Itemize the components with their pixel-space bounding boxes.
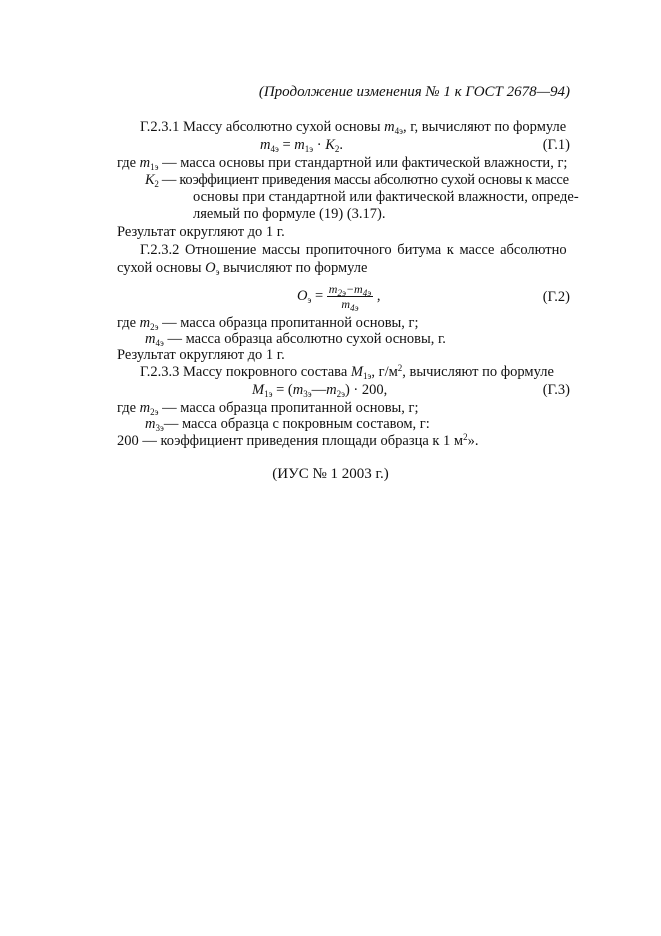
formula-number-g3: (Г.3) bbox=[542, 382, 570, 398]
paragraph-g233: Г.2.3.3 Массу покровного состава $M_{1э}$, $г/м^2$, вычисляют по формуле bbox=[140, 363, 554, 381]
where-m2-2: где $m_{2э}$ — масса образца пропитанной основы, г; bbox=[117, 400, 419, 417]
page-header: (Продолжение изменения № 1 к ГОСТ 2678—94) bbox=[258, 84, 570, 100]
where-k2: $K_2$ — коэффициент приведения массы абсолютно сухой основы к массе bbox=[145, 172, 569, 189]
where-m4: $m_{4э}$ — масса образца абсолютно сухой основы, г. bbox=[145, 331, 446, 348]
paragraph-g231: Г.2.3.1 Массу абсолютно сухой основы $m_{4э}$, г, вычисляют по формуле bbox=[140, 119, 567, 136]
where-m2: где $m_{2э}$ — масса образца пропитанной основы, г; bbox=[117, 315, 419, 332]
paragraph-g232-line2: сухой основы $O_э$ вычисляют по формуле bbox=[117, 260, 368, 277]
formula-g1: $m_{4э} = m_{1э} \cdot K_2$. bbox=[260, 137, 344, 154]
where-m3: $m_{3э}—$ масса образца с покровным составом, г: bbox=[145, 416, 430, 433]
where-200: 200 — коэффициент приведения площади образца к 1 $м^2$». bbox=[117, 432, 479, 449]
result-rounding-2: Результат округляют до 1 г. bbox=[117, 347, 285, 363]
formula-g3: $M_{1э}$ = $(m_{3э}—m_{2э}) \cdot 200$, bbox=[252, 382, 388, 399]
formula-g2: $O_э$ = $\frac{m_{2э}-m_{4э}}{m_{4э}}$ , bbox=[297, 282, 381, 314]
result-rounding-1: Результат округляют до 1 г. bbox=[117, 224, 285, 240]
formula-number-g2: (Г.2) bbox=[542, 289, 570, 305]
where-k2-line3: ляемый по формуле (19) (3.17). bbox=[193, 206, 386, 222]
where-m1: где $m_{1э}$ — масса основы при стандартной или фактической влажности, г; bbox=[117, 155, 568, 172]
paragraph-g232: Г.2.3.2 Отношение массы пропиточного битума к массе абсолютно bbox=[140, 242, 567, 258]
footer-ius: (ИУС № 1 2003 г.) bbox=[272, 466, 389, 482]
formula-number-g1: (Г.1) bbox=[542, 137, 570, 153]
where-k2-line2: основы при стандартной или фактической влажности, опреде- bbox=[193, 189, 579, 205]
